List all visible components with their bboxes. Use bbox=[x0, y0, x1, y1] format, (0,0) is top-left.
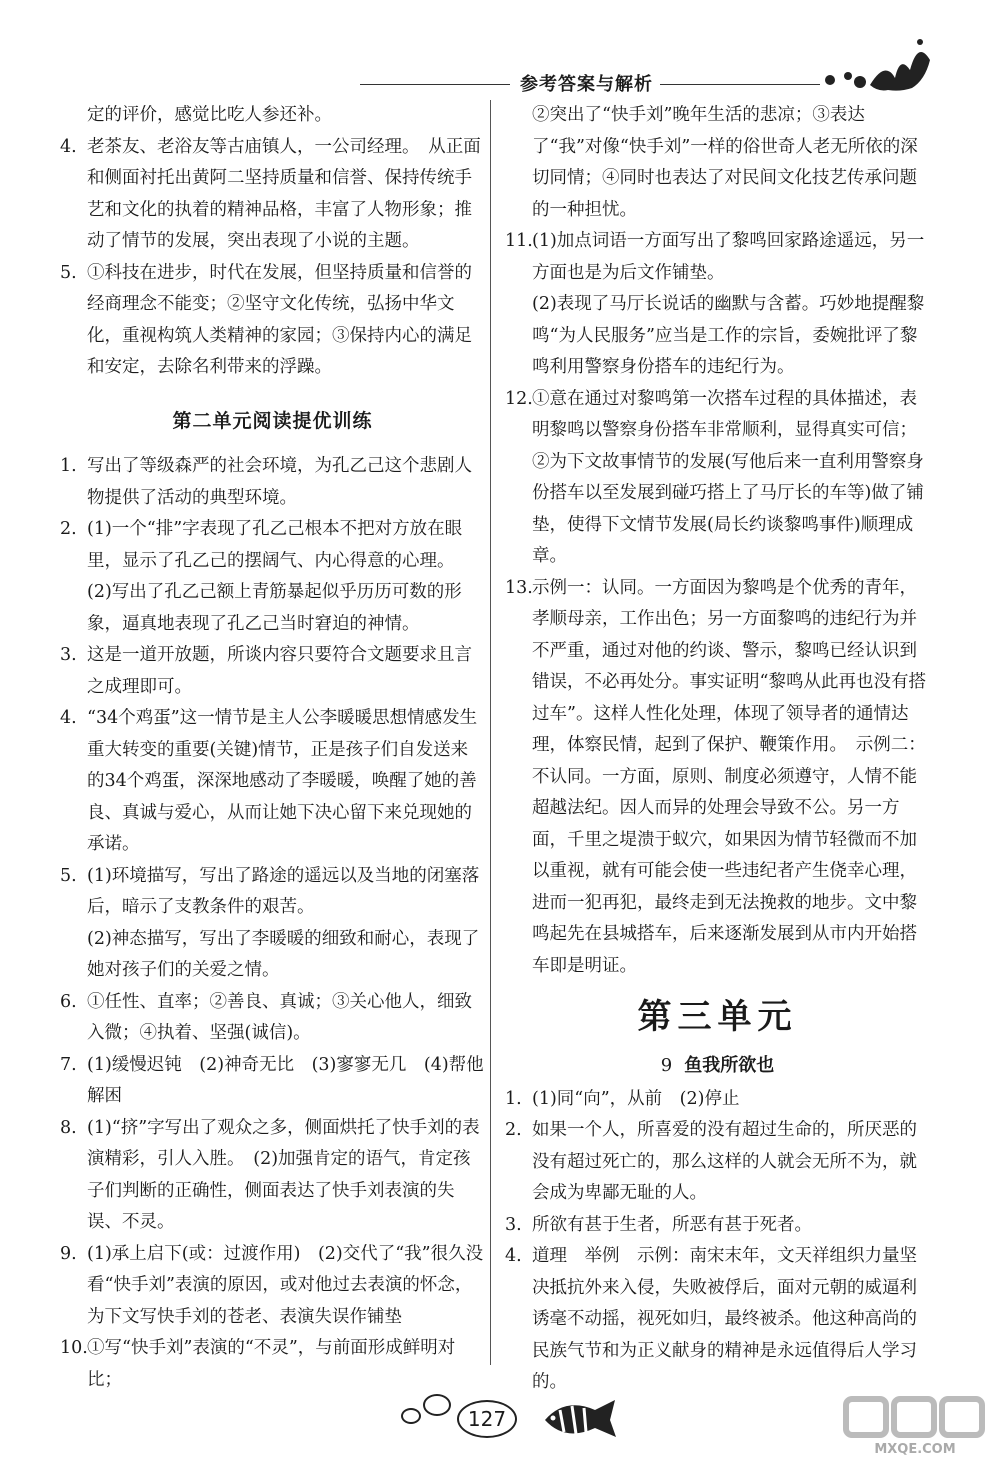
answer-item bbox=[505, 573, 930, 983]
answer-text: 所欲有甚于生者，所恶有甚于死者。 bbox=[532, 1214, 812, 1235]
fish-icon bbox=[540, 1392, 620, 1442]
answer-number: 4. bbox=[60, 136, 77, 157]
answer-text: (2)神态描写，写出了李暖暖的细致和耐心，表现了她对孩子们的关爱之情。 bbox=[87, 928, 480, 980]
answer-number: 13. bbox=[505, 577, 533, 598]
answer-item bbox=[505, 1115, 930, 1210]
unit-title: 第三单元 bbox=[637, 997, 798, 1037]
answer-text: (1)“挤”字写出了观众之多，侧面烘托了快手刘的表演精彩，引人入胜。 (2)加强肯定的语气，肯定孩子们判断的正确性，侧面表达了快手刘表演的失误、不灵。 bbox=[87, 1117, 480, 1232]
answer-item bbox=[505, 1084, 930, 1116]
answer-text: (2)表现了马厅长说话的幽默与含蓄。巧妙地提醒黎鸣“为人民服务”应当是工作的宗旨，委婉批评了黎鸣利用警察身份搭车的违纪行为。 bbox=[532, 294, 925, 377]
answer-item bbox=[60, 1113, 485, 1239]
right-column bbox=[505, 100, 930, 1399]
answer-text: ①意在通过对黎鸣第一次搭车过程的具体描述，表明黎鸣以警察身份搭车非常顺利，显得真实可信；②为下文故事情节的发展(写他后来一直利用警察身份搭车以至发展到碰巧搭上了马厅长的车等)做了铺垫，使得下文情节发展(局长约谈黎鸣事件)顺理成章。 bbox=[532, 388, 924, 566]
answer-item bbox=[60, 100, 485, 132]
answer-number: 4. bbox=[505, 1246, 522, 1266]
answer-number: 5. bbox=[60, 865, 77, 886]
lesson-name: 鱼我所欲也 bbox=[684, 1055, 775, 1076]
answer-item bbox=[60, 451, 485, 514]
lesson-number: 9 bbox=[660, 1055, 673, 1076]
answer-number: 1. bbox=[60, 456, 77, 476]
answer-text: ①任性、直率；②善良、真诚；③关心他人，细致入微；④执着、坚强(诚信)。 bbox=[87, 991, 472, 1043]
answer-item bbox=[60, 640, 485, 703]
answer-text: ①科技在进步，时代在发展，但坚持质量和信誉的经商理念不能变；②坚守文化传统，弘扬中华文化，重视构筑人类精神的家园；③保持内心的满足和安定，去除名利带来的浮躁。 bbox=[87, 262, 472, 377]
answer-number: 3. bbox=[505, 1214, 522, 1235]
answer-item bbox=[60, 514, 485, 640]
answer-number: 10. bbox=[60, 1338, 88, 1358]
answer-number: 6. bbox=[60, 991, 77, 1012]
answer-text: 这是一道开放题，所谈内容只要符合文题要求且言之成理即可。 bbox=[87, 645, 472, 697]
answer-item bbox=[60, 987, 485, 1050]
answer-text: 老茶友、老浴友等古庙镇人，一公司经理。 从正面和侧面衬托出黄阿二坚持质量和信誉、保持传统手艺和文化的执着的精神品格，丰富了人物形象；推动了情节的发展，突出表现了小说的主题。 bbox=[87, 136, 481, 251]
answer-number: 9. bbox=[60, 1243, 77, 1264]
section-title: 第二单元阅读提优训练 bbox=[172, 409, 373, 432]
answer-item bbox=[60, 132, 485, 258]
answer-number: 1. bbox=[505, 1088, 522, 1109]
column-divider bbox=[490, 100, 491, 1365]
page-header bbox=[360, 70, 920, 100]
answer-item bbox=[60, 1333, 485, 1396]
answer-text: 定的评价，感觉比吃人参还补。 bbox=[87, 105, 332, 125]
answer-text: ①写“快手刘”表演的“不灵”，与前面形成鲜明对比； bbox=[87, 1338, 456, 1390]
answer-text: (1)环境描写，写出了路途的遥远以及当地的闭塞落后，暗示了支教条件的艰苦。 bbox=[87, 865, 480, 917]
answer-text: (2)写出了孔乙己额上青筋暴起似乎历历可数的形象，逼真地表现了孔乙己当时窘迫的神情。 bbox=[87, 582, 462, 634]
header-rule-right bbox=[660, 84, 820, 85]
answer-item bbox=[505, 384, 930, 573]
watermark-logo bbox=[840, 1395, 990, 1457]
left-column bbox=[60, 100, 485, 1396]
answer-item bbox=[60, 1239, 485, 1334]
answer-text: 如果一个人，所喜爱的没有超过生命的，所厌恶的没有超过死亡的，那么这样的人就会无所不为，就会成为卑鄙无耻的人。 bbox=[532, 1120, 917, 1203]
answer-number: 2. bbox=[60, 519, 77, 539]
header-rule-left bbox=[360, 84, 510, 85]
bubble-icon bbox=[401, 1408, 421, 1424]
answer-number: 12. bbox=[505, 388, 533, 409]
page-footer bbox=[395, 1388, 615, 1448]
answer-text: 示例一：认同。一方面因为黎鸣是个优秀的青年，孝顺母亲，工作出色；另一方面黎鸣的违纪行为并不严重，通过对他的约谈、警示，黎鸣已经认识到错误，不必再处分。事实证明“黎鸣从此再也没有搭过车”。这样人性化处理，体现了领导者的通情达理，体察民情，起到了保护、鞭策作用。 示例二：不认同。一方面，原则、制度必须遵守，人情不能超越法纪。因人而异的处理会导致不公。另一方面，千里之堤溃于蚁穴，如果因为情节轻微而不加以重视，就有可能会使一些违纪者产生侥幸心理，进而一犯再犯，最终走到无法挽救的地步。文中黎鸣起先在县城搭车，后来逐渐发展到从市内开始搭车即是明证。 bbox=[532, 577, 926, 976]
page-number: 127 bbox=[457, 1400, 517, 1438]
header-title: 参考答案与解析 bbox=[520, 74, 653, 95]
answer-item bbox=[60, 258, 485, 384]
answer-item bbox=[505, 1241, 930, 1399]
answer-item bbox=[505, 100, 930, 226]
answer-text: 写出了等级森严的社会环境，为孔乙己这个悲剧人物提供了活动的典型环境。 bbox=[87, 456, 472, 508]
bubble-icon bbox=[423, 1394, 451, 1416]
svg-text:MXQE.COM: MXQE.COM bbox=[874, 1442, 956, 1457]
answer-text: (1)承上启下(或：过渡作用) (2)交代了“我”很久没看“快手刘”表演的原因，或对他过去表演的怀念，为下文写快手刘的苍老、表演失误作铺垫 bbox=[87, 1243, 484, 1327]
answer-text: (1)加点词语一方面写出了黎鸣回家路途遥远，另一方面也是为后文作铺垫。 bbox=[532, 231, 925, 283]
answer-text: (1)缓慢迟钝 (2)神奇无比 (3)寥寥无几 (4)帮他解困 bbox=[87, 1054, 484, 1106]
lesson-title bbox=[505, 1050, 930, 1082]
answer-item bbox=[505, 1210, 930, 1242]
answer-number: 7. bbox=[60, 1054, 77, 1075]
answer-item bbox=[60, 1050, 485, 1113]
answer-text: (1)一个“排”字表现了孔乙己根本不把对方放在眼里，显示了孔乙己的摆阔气、内心得意的心理。 bbox=[87, 519, 463, 571]
answer-item bbox=[505, 226, 930, 384]
answer-number: 3. bbox=[60, 645, 77, 665]
answer-text: 道理 举例 示例：南宋末年，文天祥组织力量坚决抵抗外来入侵，失败被俘后，面对元朝的威逼利诱毫不动摇，视死如归，最终被杀。他这种高尚的民族气节和为正义献身的精神是永远值得后人学习的。 bbox=[532, 1246, 917, 1392]
answer-item bbox=[60, 703, 485, 861]
ink-decoration-icon bbox=[800, 30, 940, 100]
answer-number: 2. bbox=[505, 1120, 522, 1140]
answer-text: (1)同“向”，从前 (2)停止 bbox=[532, 1088, 740, 1109]
answer-number: 4. bbox=[60, 708, 77, 728]
answer-number: 5. bbox=[60, 262, 77, 283]
answer-item bbox=[60, 861, 485, 987]
answer-number: 8. bbox=[60, 1117, 77, 1138]
answer-text: ②突出了“快手刘”晚年生活的悲凉；③表达了“我”对像“快手刘”一样的俗世奇人老无所依的深切同情；④同时也表达了对民间文化技艺传承问题的一种担忧。 bbox=[532, 105, 918, 220]
answer-number: 11. bbox=[505, 231, 533, 251]
answer-text: “34个鸡蛋”这一情节是主人公李暖暖思想情感发生重大转变的重要(关键)情节，正是孩子们自发送来的34个鸡蛋，深深地感动了李暖暖，唤醒了她的善良、真诚与爱心，从而让她下决心留下来兑现她的承诺。 bbox=[87, 708, 478, 854]
